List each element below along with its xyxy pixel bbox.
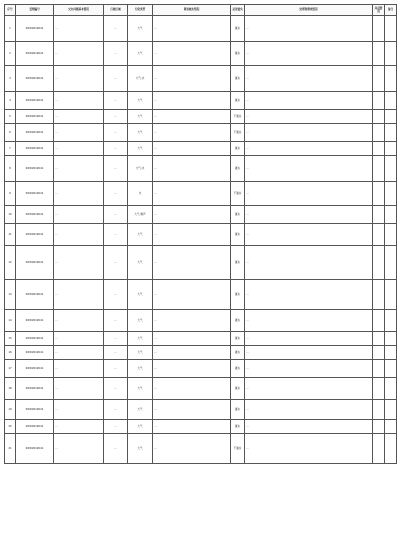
col-header: 调查核实情况	[153, 5, 231, 16]
cell-region: …	[104, 310, 128, 332]
cell-type: 大气	[128, 310, 153, 332]
cell-accountability	[373, 434, 385, 464]
cell-desc: …	[54, 280, 104, 310]
cell-remark	[385, 360, 397, 378]
cell-check: …	[153, 124, 231, 142]
cell-action: …	[245, 310, 373, 332]
cell-id: SWD2019041	[16, 360, 54, 378]
cell-no: 6	[5, 124, 16, 142]
cell-check: …	[153, 280, 231, 310]
table-row	[5, 332, 397, 346]
cell-accountability	[373, 16, 385, 42]
cell-id: SWD2019041	[16, 124, 54, 142]
cell-id: SWD2019041	[16, 280, 54, 310]
cell-true: 属实	[231, 66, 245, 92]
cell-remark	[385, 378, 397, 400]
cell-accountability	[373, 224, 385, 246]
cell-true: 属实	[231, 400, 245, 420]
table-body	[5, 16, 397, 464]
cell-accountability	[373, 280, 385, 310]
cell-region: …	[104, 360, 128, 378]
cell-no: 20	[5, 420, 16, 434]
cell-accountability	[373, 66, 385, 92]
cell-accountability	[373, 346, 385, 360]
cell-region: …	[104, 332, 128, 346]
cell-true: 属实	[231, 310, 245, 332]
cell-action: …	[245, 360, 373, 378]
cell-check: …	[153, 420, 231, 434]
cell-check: …	[153, 142, 231, 156]
cell-action: …	[245, 378, 373, 400]
cell-true: 属实	[231, 156, 245, 182]
cell-action: …	[245, 332, 373, 346]
cell-desc: …	[54, 66, 104, 92]
cell-true: 不属实	[231, 182, 245, 206]
cell-desc: …	[54, 16, 104, 42]
cell-id: SWD2019041	[16, 142, 54, 156]
cell-check: …	[153, 346, 231, 360]
cell-action: …	[245, 16, 373, 42]
cell-no: 8	[5, 156, 16, 182]
cell-remark	[385, 246, 397, 280]
cell-type: 大气	[128, 360, 153, 378]
table-row	[5, 346, 397, 360]
table-row	[5, 182, 397, 206]
cell-accountability	[373, 310, 385, 332]
cell-desc: …	[54, 310, 104, 332]
cell-no: 7	[5, 142, 16, 156]
cell-no: 16	[5, 346, 16, 360]
cell-id: SWD2019041	[16, 92, 54, 110]
cell-region: …	[104, 156, 128, 182]
table-row	[5, 16, 397, 42]
table-row	[5, 400, 397, 420]
cell-true: 属实	[231, 378, 245, 400]
cell-id: SWD2019041	[16, 434, 54, 464]
cell-type: 大气	[128, 16, 153, 42]
cell-region: …	[104, 280, 128, 310]
cell-action: …	[245, 280, 373, 310]
cell-true: 属实	[231, 42, 245, 66]
cell-accountability	[373, 156, 385, 182]
cell-no: 3	[5, 66, 16, 92]
cell-no: 18	[5, 378, 16, 400]
cell-remark	[385, 346, 397, 360]
cell-region: …	[104, 110, 128, 124]
cell-true: 属实	[231, 420, 245, 434]
cell-id: SWD2019041	[16, 42, 54, 66]
cell-id: SWD2019041	[16, 16, 54, 42]
col-header: 污染类型	[128, 5, 153, 16]
cell-desc: …	[54, 182, 104, 206]
table-header	[5, 5, 397, 16]
cell-check: …	[153, 360, 231, 378]
cell-accountability	[373, 110, 385, 124]
cell-desc: …	[54, 420, 104, 434]
cell-desc: …	[54, 224, 104, 246]
cell-desc: …	[54, 42, 104, 66]
cell-region: …	[104, 16, 128, 42]
cell-remark	[385, 182, 397, 206]
table-row	[5, 142, 397, 156]
col-header: 处理和整改情况	[245, 5, 373, 16]
cell-no: 10	[5, 206, 16, 224]
cell-action: …	[245, 182, 373, 206]
cell-check: …	[153, 224, 231, 246]
cell-check: …	[153, 66, 231, 92]
table-row	[5, 66, 397, 92]
cell-accountability	[373, 206, 385, 224]
cell-check: …	[153, 310, 231, 332]
cell-action: …	[245, 246, 373, 280]
table-row	[5, 224, 397, 246]
cell-check: …	[153, 400, 231, 420]
cell-id: SWD2019041	[16, 310, 54, 332]
cell-no: 2	[5, 42, 16, 66]
cell-true: 属实	[231, 206, 245, 224]
cell-remark	[385, 332, 397, 346]
cell-check: …	[153, 434, 231, 464]
cell-check: …	[153, 332, 231, 346]
cell-accountability	[373, 332, 385, 346]
cell-id: SWD2019041	[16, 110, 54, 124]
cell-action: …	[245, 42, 373, 66]
cell-id: SWD2019041	[16, 378, 54, 400]
cell-desc: …	[54, 346, 104, 360]
cell-accountability	[373, 182, 385, 206]
cell-accountability	[373, 92, 385, 110]
cell-id: SWD2019041	[16, 224, 54, 246]
cell-region: …	[104, 124, 128, 142]
cell-desc: …	[54, 92, 104, 110]
col-header: 备注	[385, 5, 397, 16]
cell-true: 属实	[231, 224, 245, 246]
cell-type: 大气	[128, 42, 153, 66]
cell-id: SWD2019041	[16, 332, 54, 346]
table-row	[5, 280, 397, 310]
cell-type: 大气	[128, 110, 153, 124]
cell-remark	[385, 310, 397, 332]
col-header: 行政区域	[104, 5, 128, 16]
cell-desc: …	[54, 400, 104, 420]
cell-remark	[385, 92, 397, 110]
cell-no: 11	[5, 224, 16, 246]
cell-accountability	[373, 246, 385, 280]
cell-true: 属实	[231, 360, 245, 378]
cell-id: SWD2019041	[16, 66, 54, 92]
table-row	[5, 42, 397, 66]
cell-no: 4	[5, 92, 16, 110]
cell-type: 大气	[128, 280, 153, 310]
complaint-table	[4, 4, 397, 464]
cell-desc: …	[54, 156, 104, 182]
cell-type: 大气	[128, 420, 153, 434]
cell-desc: …	[54, 434, 104, 464]
cell-desc: …	[54, 378, 104, 400]
cell-remark	[385, 66, 397, 92]
cell-id: SWD2019041	[16, 156, 54, 182]
cell-check: …	[153, 42, 231, 66]
cell-action: …	[245, 92, 373, 110]
cell-accountability	[373, 42, 385, 66]
cell-region: …	[104, 182, 128, 206]
cell-type: 大气	[128, 124, 153, 142]
table-row	[5, 110, 397, 124]
cell-type: 大气	[128, 92, 153, 110]
table-row	[5, 378, 397, 400]
cell-region: …	[104, 224, 128, 246]
cell-no: 17	[5, 360, 16, 378]
cell-remark	[385, 280, 397, 310]
cell-region: …	[104, 378, 128, 400]
cell-remark	[385, 156, 397, 182]
cell-true: 属实	[231, 142, 245, 156]
cell-id: SWD2019041	[16, 346, 54, 360]
cell-action: …	[245, 156, 373, 182]
cell-true: 属实	[231, 280, 245, 310]
cell-remark	[385, 142, 397, 156]
cell-no: 12	[5, 246, 16, 280]
cell-remark	[385, 420, 397, 434]
cell-type: 大气	[128, 332, 153, 346]
cell-no: 21	[5, 434, 16, 464]
cell-type: 大气	[128, 346, 153, 360]
cell-remark	[385, 124, 397, 142]
table-row	[5, 156, 397, 182]
table-row	[5, 360, 397, 378]
col-header: 序号	[5, 5, 16, 16]
cell-check: …	[153, 378, 231, 400]
cell-remark	[385, 42, 397, 66]
cell-true: 不属实	[231, 110, 245, 124]
cell-accountability	[373, 360, 385, 378]
cell-check: …	[153, 246, 231, 280]
cell-region: …	[104, 346, 128, 360]
cell-region: …	[104, 420, 128, 434]
col-header: 问责情况	[373, 5, 385, 16]
cell-action: …	[245, 66, 373, 92]
cell-remark	[385, 110, 397, 124]
cell-action: …	[245, 434, 373, 464]
table-row	[5, 420, 397, 434]
cell-type: 大气	[128, 142, 153, 156]
cell-action: …	[245, 206, 373, 224]
cell-action: …	[245, 224, 373, 246]
cell-region: …	[104, 66, 128, 92]
cell-desc: …	[54, 360, 104, 378]
cell-type: 大气,噪声	[128, 206, 153, 224]
cell-true: 不属实	[231, 434, 245, 464]
cell-type: 大气	[128, 400, 153, 420]
cell-type: 大气	[128, 378, 153, 400]
cell-remark	[385, 224, 397, 246]
table-row	[5, 124, 397, 142]
cell-remark	[385, 206, 397, 224]
cell-desc: …	[54, 124, 104, 142]
cell-true: 属实	[231, 246, 245, 280]
cell-true: 属实	[231, 16, 245, 42]
table-row	[5, 206, 397, 224]
cell-check: …	[153, 16, 231, 42]
cell-no: 1	[5, 16, 16, 42]
cell-region: …	[104, 400, 128, 420]
cell-true: 属实	[231, 332, 245, 346]
cell-remark	[385, 400, 397, 420]
cell-true: 属实	[231, 92, 245, 110]
cell-region: …	[104, 434, 128, 464]
cell-id: SWD2019041	[16, 182, 54, 206]
cell-type: 大气	[128, 246, 153, 280]
cell-check: …	[153, 92, 231, 110]
cell-check: …	[153, 156, 231, 182]
cell-desc: …	[54, 206, 104, 224]
cell-action: …	[245, 400, 373, 420]
cell-true: 不属实	[231, 124, 245, 142]
cell-check: …	[153, 182, 231, 206]
cell-check: …	[153, 110, 231, 124]
cell-region: …	[104, 142, 128, 156]
cell-type: 大气	[128, 224, 153, 246]
cell-type: 大气	[128, 434, 153, 464]
cell-action: …	[245, 142, 373, 156]
cell-desc: …	[54, 142, 104, 156]
cell-id: SWD2019041	[16, 420, 54, 434]
cell-type: 大气,水	[128, 156, 153, 182]
col-header: 交办问题基本情况	[54, 5, 104, 16]
cell-no: 15	[5, 332, 16, 346]
cell-true: 属实	[231, 346, 245, 360]
cell-accountability	[373, 378, 385, 400]
cell-id: SWD2019041	[16, 206, 54, 224]
cell-action: …	[245, 110, 373, 124]
cell-action: …	[245, 420, 373, 434]
col-header: 是否属实	[231, 5, 245, 16]
cell-action: …	[245, 124, 373, 142]
cell-type: 大气,水	[128, 66, 153, 92]
cell-desc: …	[54, 110, 104, 124]
cell-type: 水	[128, 182, 153, 206]
cell-desc: …	[54, 246, 104, 280]
cell-id: SWD2019041	[16, 400, 54, 420]
cell-no: 5	[5, 110, 16, 124]
cell-desc: …	[54, 332, 104, 346]
cell-no: 14	[5, 310, 16, 332]
cell-accountability	[373, 142, 385, 156]
cell-region: …	[104, 42, 128, 66]
cell-accountability	[373, 420, 385, 434]
cell-no: 13	[5, 280, 16, 310]
table-row	[5, 434, 397, 464]
cell-id: SWD2019041	[16, 246, 54, 280]
col-header: 受理编号	[16, 5, 54, 16]
cell-accountability	[373, 124, 385, 142]
cell-remark	[385, 16, 397, 42]
cell-region: …	[104, 92, 128, 110]
cell-accountability	[373, 400, 385, 420]
table-row	[5, 246, 397, 280]
cell-no: 19	[5, 400, 16, 420]
cell-check: …	[153, 206, 231, 224]
cell-region: …	[104, 246, 128, 280]
cell-region: …	[104, 206, 128, 224]
cell-remark	[385, 434, 397, 464]
cell-no: 9	[5, 182, 16, 206]
cell-action: …	[245, 346, 373, 360]
table-row	[5, 310, 397, 332]
table-row	[5, 92, 397, 110]
